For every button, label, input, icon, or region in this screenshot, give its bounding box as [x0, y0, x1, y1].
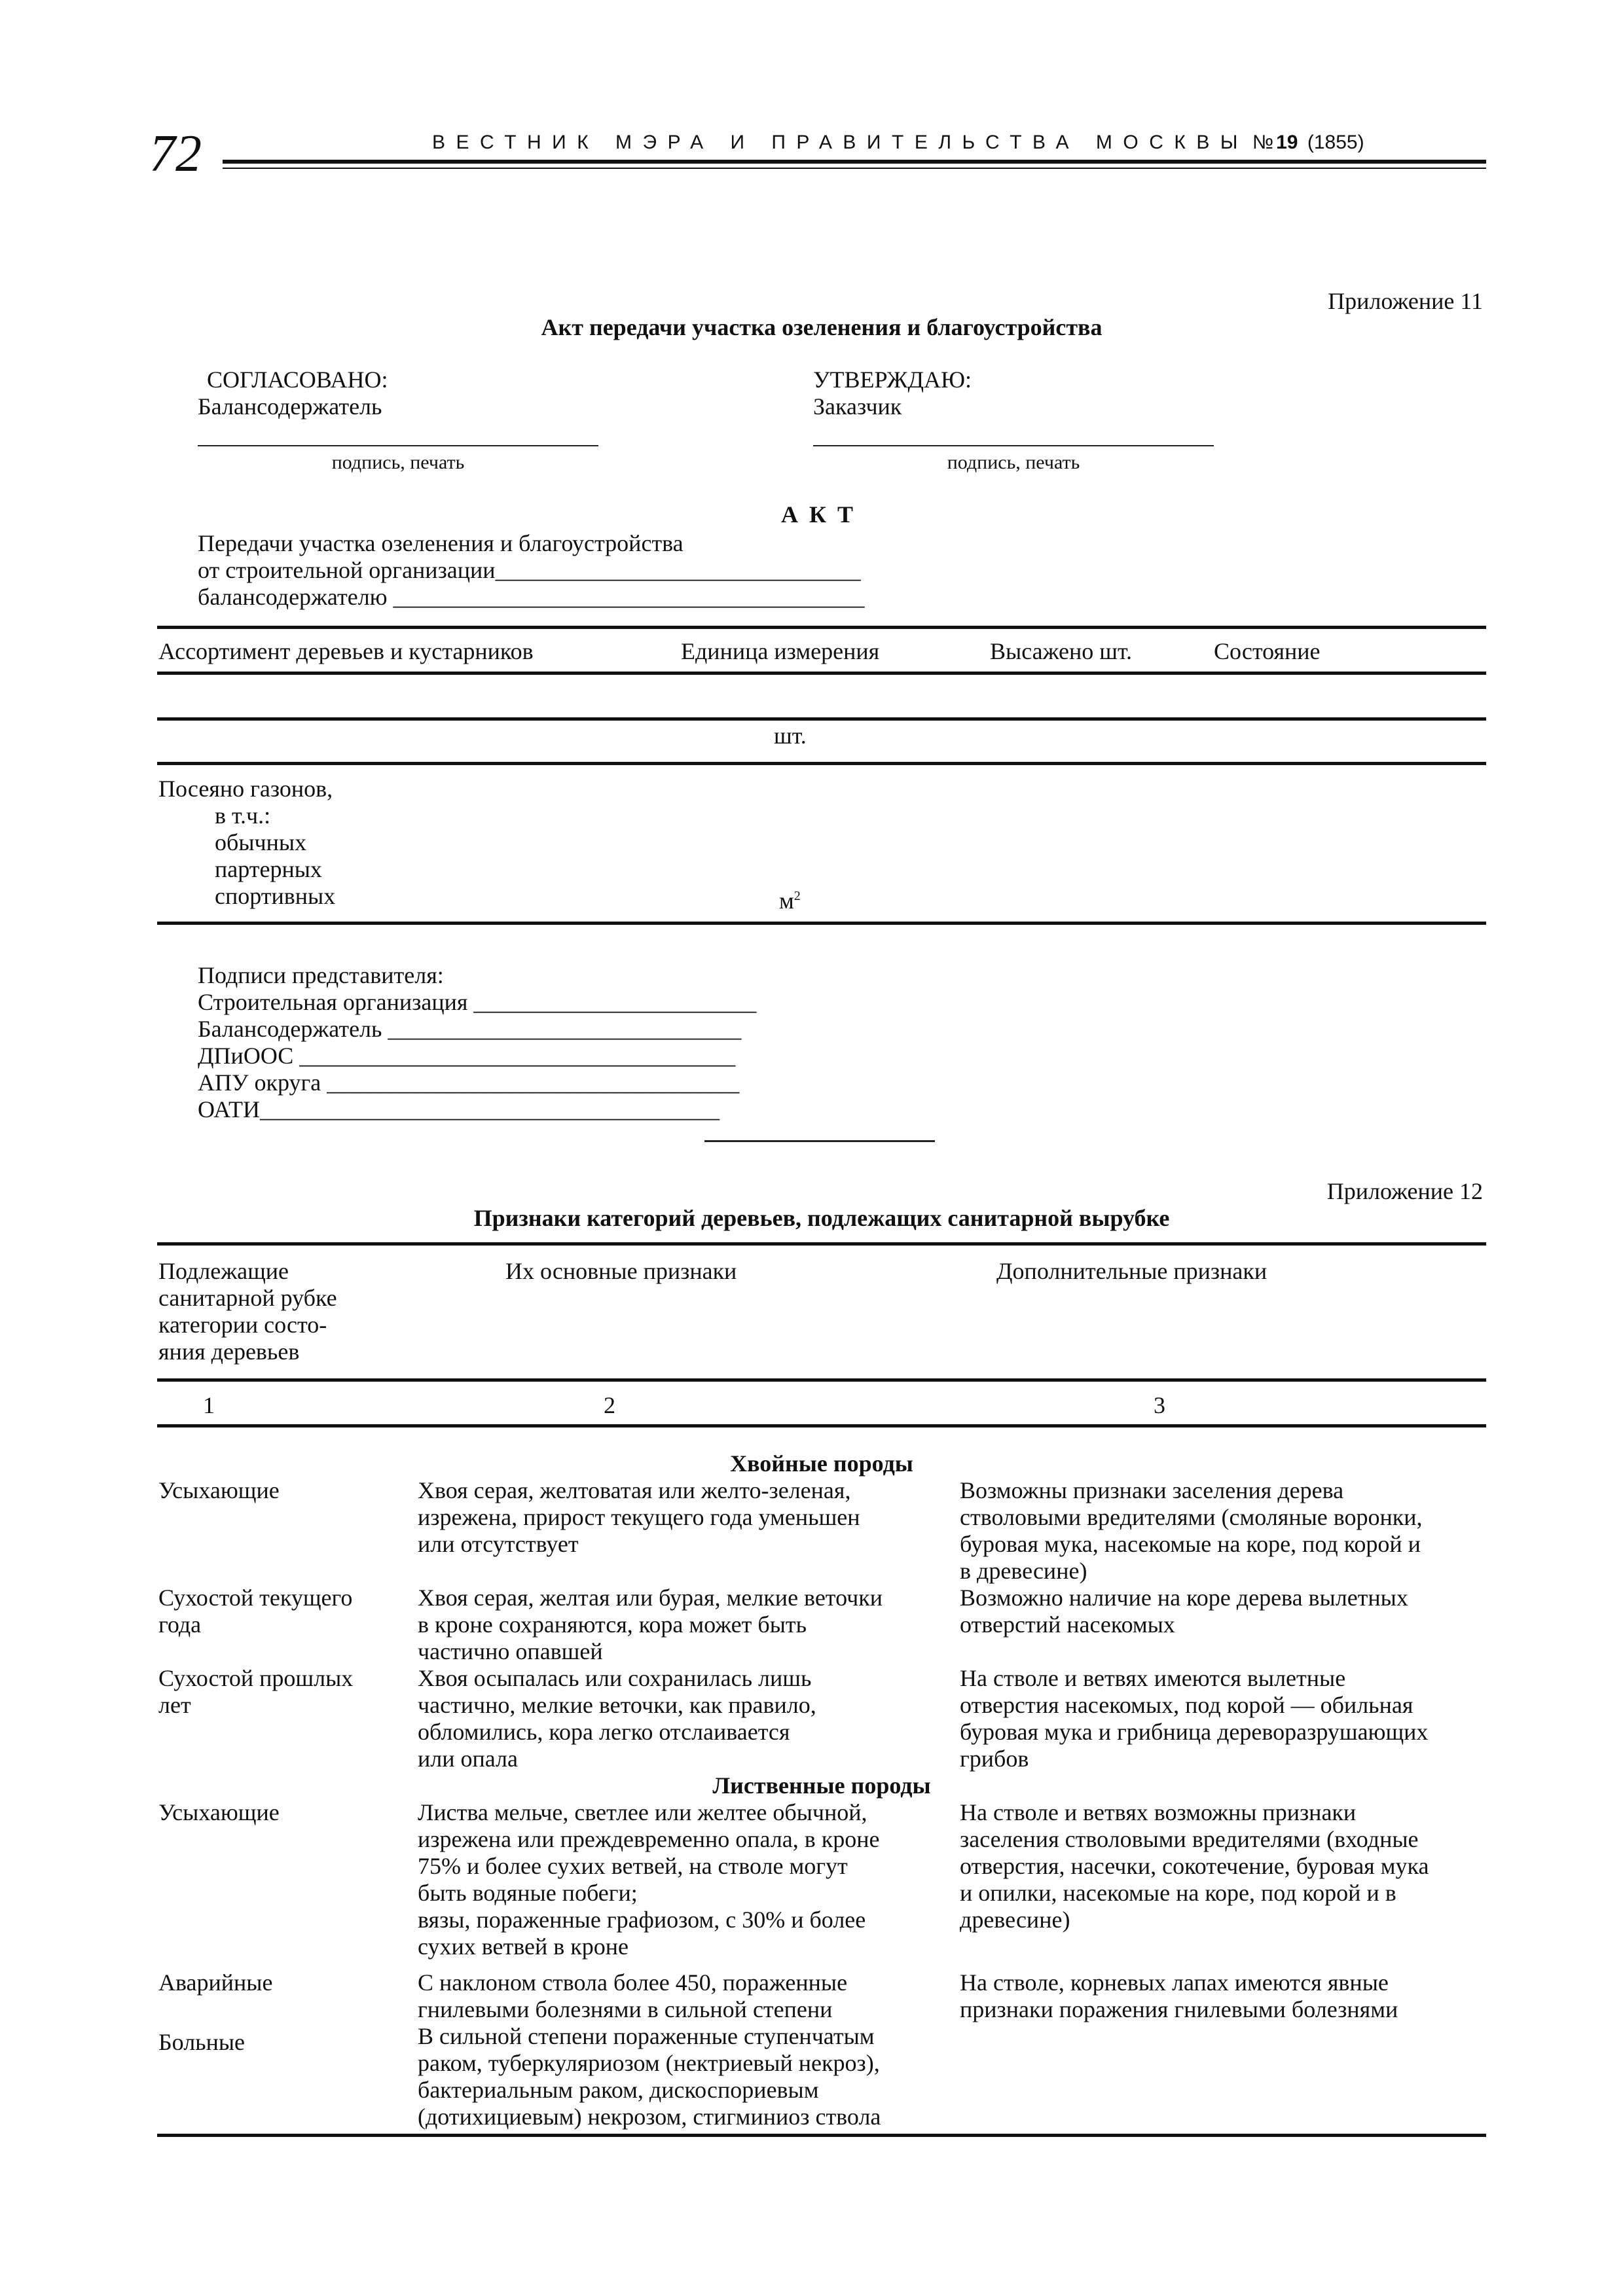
category-line: Сухостой прошлых [158, 1665, 354, 1691]
row-extra [960, 1799, 1429, 1933]
main-line: частично опавшей [418, 1638, 603, 1664]
row-category [158, 1665, 353, 1719]
main-line: изрежена или преждевременно опала, в кроне [418, 1826, 880, 1852]
table11-rule-3 [157, 762, 1486, 765]
header-rule-bottom [223, 168, 1486, 169]
table11-unit-pieces: шт. [774, 723, 807, 749]
act-line: балансодержателю ________________________________________ [198, 584, 865, 610]
row-main [418, 2023, 881, 2130]
table12-rule-top [157, 1242, 1486, 1246]
signature-line: Строительная организация ________________________ [198, 989, 757, 1015]
extra-line: отверстий насекомых [960, 1611, 1175, 1638]
table12-rule-numbers [157, 1424, 1486, 1427]
main-line: частично, мелкие веточки, как правило, [418, 1692, 816, 1718]
appendix12-label: Приложение 12 [1326, 1178, 1483, 1204]
approved-right-heading: УТВЕРЖДАЮ: [813, 367, 972, 393]
main-line: Хвоя серая, желтоватая или желто-зеленая, [418, 1477, 851, 1503]
table12-rule-header [157, 1378, 1486, 1382]
table12-colnum-2: 2 [604, 1392, 615, 1418]
act-heading: А К Т [780, 501, 856, 528]
main-line: быть водяные побеги; [418, 1880, 638, 1906]
category-line: Аварийные [158, 1969, 273, 1996]
approved-right-role: Заказчик [813, 393, 902, 420]
category-line: Усыхающие [158, 1799, 280, 1825]
table11-rule-bottom [157, 922, 1486, 925]
main-line: Хвоя серая, желтая или бурая, мелкие веточки [418, 1585, 883, 1611]
table11-header-planted: Высажено шт. [990, 638, 1132, 664]
issue-total: (1855) [1307, 132, 1364, 153]
extra-line: буровая мука и грибница дереворазрушающих [960, 1719, 1429, 1745]
signature-line: Балансодержатель ______________________________ [198, 1016, 742, 1042]
row-extra [960, 1477, 1423, 1585]
signature-line: АПУ округа ___________________________________ [198, 1069, 740, 1096]
main-line: бактериальным раком, дискоспориевым [418, 2077, 819, 2103]
main-line: в кроне сохраняются, кора может быть [418, 1611, 807, 1638]
extra-line: Возможны признаки заселения дерева [960, 1477, 1344, 1503]
table12-rule-bottom [157, 2134, 1486, 2137]
row-extra [960, 1969, 1398, 2023]
header-line: категории состо- [158, 1312, 327, 1338]
extra-line: стволовыми вредителями (смоляные воронки, [960, 1504, 1423, 1530]
row-main [418, 1969, 847, 2023]
table11-rule-header [157, 672, 1486, 675]
table11-lawn-lines [158, 776, 335, 910]
main-line: С наклоном ствола более 450, пораженные [418, 1969, 848, 1996]
extra-line: отверстия насекомых, под корой — обильная [960, 1692, 1413, 1718]
act-lines [198, 530, 865, 611]
row-category [158, 1477, 280, 1504]
lawn-line: обычных [215, 829, 307, 855]
extra-line: отверстия, насечки, сокотечение, буровая мука [960, 1853, 1429, 1879]
approved-left-signature-line [198, 445, 598, 446]
unit-area-sup: 2 [793, 889, 801, 903]
lawn-line: Посеяно газонов, [158, 776, 333, 802]
extra-line: признаки поражения гнилевыми болезнями [960, 1996, 1398, 2022]
journal-title [432, 131, 1480, 154]
category-line: Больные [158, 2029, 246, 2055]
journal-name: ВЕСТНИК МЭРА И ПРАВИТЕЛЬСТВА МОСКВЫ [432, 132, 1249, 153]
row-main [418, 1799, 880, 1960]
approved-right-caption: подпись, печать [947, 452, 1080, 473]
lawn-line: в т.ч.: [215, 802, 271, 829]
section-divider [704, 1140, 935, 1142]
header-line: яния деревьев [158, 1338, 300, 1365]
main-line: сухих ветвей в кроне [418, 1933, 629, 1960]
appendix12-title: Признаки категорий деревьев, подлежащих санитарной вырубке [473, 1205, 1170, 1231]
lawn-line: партерных [215, 856, 322, 882]
table11-rule-2 [157, 717, 1486, 721]
main-line: вязы, пораженные графиозом, с 30% и более [418, 1907, 866, 1933]
table11-rule-top [157, 626, 1486, 629]
signature-line: Подписи представителя: [198, 962, 444, 988]
approved-right-signature-line [813, 445, 1214, 446]
category-line: Сухостой текущего [158, 1585, 353, 1611]
page-number: 72 [149, 125, 202, 183]
header-line: санитарной рубке [158, 1285, 337, 1311]
section-title-conifers: Хвойные породы [730, 1450, 913, 1477]
main-line: изрежена, прирост текущего года уменьшен [418, 1504, 860, 1530]
appendix11-label: Приложение 11 [1328, 288, 1483, 314]
table12-header-category [158, 1258, 337, 1365]
main-line: Листва мельче, светлее или желтее обычной, [418, 1799, 867, 1825]
main-line: В сильной степени пораженные ступенчатым [418, 2023, 875, 2049]
row-category [158, 1969, 272, 1996]
extra-line: буровая мука, насекомые на коре, под корой и [960, 1531, 1421, 1557]
row-main [418, 1665, 816, 1772]
table12-colnum-3: 3 [1154, 1392, 1165, 1418]
main-line: или отсутствует [418, 1531, 579, 1557]
act-line: Передачи участка озеленения и благоустройства [198, 530, 684, 556]
main-line: или опала [418, 1746, 518, 1772]
row-main [418, 1477, 860, 1558]
signature-line: ДПиООС _____________________________________ [198, 1043, 736, 1069]
unit-area: м [779, 888, 794, 914]
main-line: Хвоя осыпалась или сохранилась лишь [418, 1665, 812, 1691]
row-extra [960, 1665, 1428, 1772]
signature-block [198, 962, 756, 1123]
main-line: 75% и более сухих ветвей, на стволе могут [418, 1853, 848, 1879]
table12-header-main: Их основные признаки [505, 1258, 737, 1284]
extra-line: На стволе и ветвях имеются вылетные [960, 1665, 1346, 1691]
table11-unit-area [779, 883, 801, 914]
extra-line: На стволе и ветвях возможны признаки [960, 1799, 1357, 1825]
table11-header-condition: Состояние [1214, 638, 1321, 664]
appendix11-title: Акт передачи участка озеленения и благоустройства [541, 314, 1103, 340]
category-line: лет [158, 1692, 191, 1718]
row-main [418, 1585, 883, 1665]
header-line: Подлежащие [158, 1258, 289, 1284]
category-line: года [158, 1611, 202, 1638]
main-line: раком, туберкуляриозом (нектриевый некроз), [418, 2050, 880, 2076]
row-category [158, 1799, 280, 1826]
row-extra [960, 1585, 1408, 1638]
main-line: гнилевыми болезнями в сильной степени [418, 1996, 833, 2022]
extra-line: заселения стволовыми вредителями (входные [960, 1826, 1419, 1852]
table11-header-unit: Единица измерения [681, 638, 880, 664]
row-category [158, 1585, 352, 1638]
table11-header-assortment: Ассортимент деревьев и кустарников [158, 638, 534, 664]
section-title-deciduous: Лиственные породы [712, 1772, 931, 1799]
extra-line: Возможно наличие на коре дерева вылетных [960, 1585, 1408, 1611]
extra-line: в древесине) [960, 1558, 1087, 1584]
extra-line: На стволе, корневых лапах имеются явные [960, 1969, 1389, 1996]
main-line: (дотихициевым) некрозом, стигминиоз ствола [418, 2104, 881, 2130]
main-line: обломились, кора легко отслаивается [418, 1719, 790, 1745]
approved-left-role: Балансодержатель [198, 393, 382, 420]
lawn-line: спортивных [215, 883, 336, 909]
extra-line: и опилки, насекомые на коре, под корой и в [960, 1880, 1396, 1906]
category-line: Усыхающие [158, 1477, 280, 1503]
row-category [158, 2029, 245, 2056]
table12-colnum-1: 1 [203, 1392, 215, 1418]
issue-number: 19 [1276, 132, 1298, 153]
header-rule-top [223, 160, 1486, 164]
approved-left-heading: СОГЛАСОВАНО: [207, 367, 388, 393]
issue-prefix: № [1252, 132, 1274, 153]
extra-line: грибов [960, 1746, 1029, 1772]
approved-left-caption: подпись, печать [331, 452, 465, 473]
table12-header-extra: Дополнительные признаки [996, 1258, 1267, 1284]
extra-line: древесине) [960, 1907, 1070, 1933]
act-line: от строительной организации_______________________________ [198, 557, 861, 583]
signature-line: ОАТИ_______________________________________ [198, 1096, 720, 1122]
